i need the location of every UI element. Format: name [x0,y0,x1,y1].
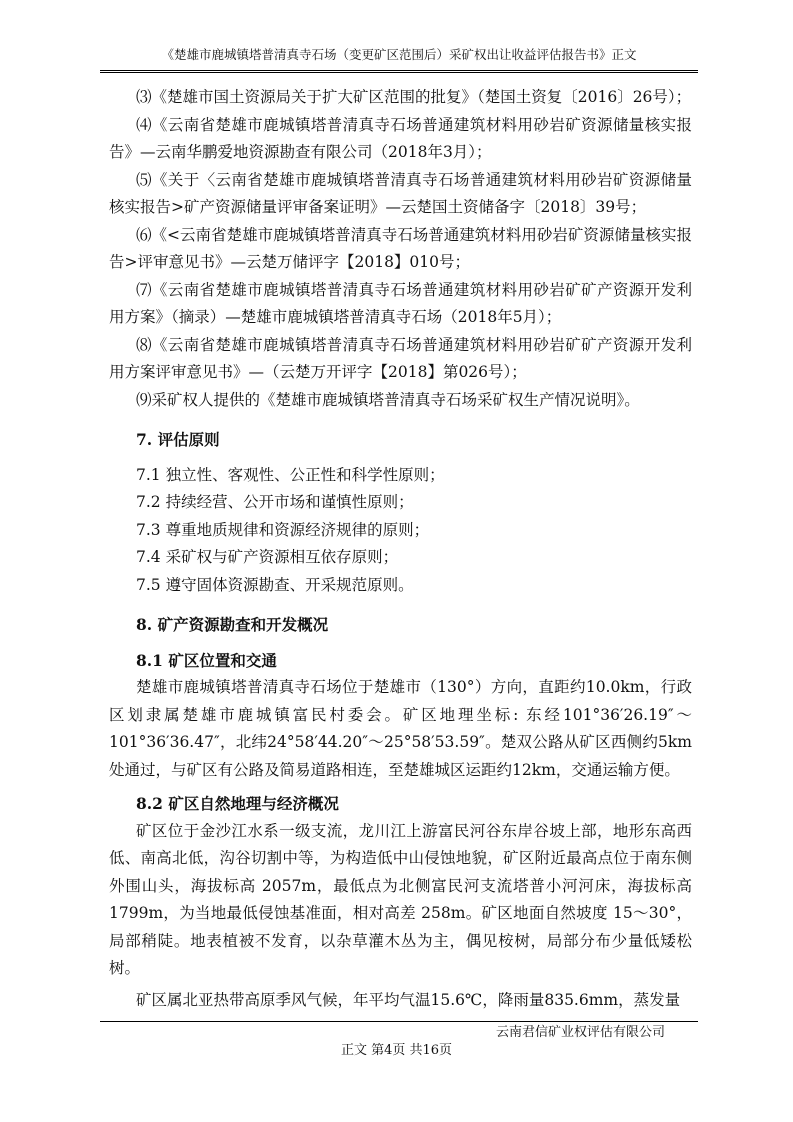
section-heading: 7. 评估原则 [136,430,220,449]
subsection-heading: 8.2 矿区自然地理与经济概况 [136,794,339,813]
page-number: 正文 第4页 共16页 [340,1043,453,1058]
reference-item: ⑺《云南省楚雄市鹿城镇塔普清真寺石场普通建筑材料用砂岩矿矿产资源开发利用方案》（摘录）—楚雄市鹿城镇塔普清真寺石场（2018年5月）； [109,280,692,326]
subsection-heading: 8.1 矿区位置和交通 [136,650,277,670]
reference-item: ⑸《关于〈云南省楚雄市鹿城镇塔普清真寺石场普通建筑材料用砂岩矿资源储量核实报告>矿产资源储量评审备案证明》—云楚国土资储备字〔2018〕39号； [109,170,692,216]
principle-item: 7.4 采矿权与矿产资源相互依存原则； [136,548,399,566]
reference-item: ⑼采矿权人提供的《楚雄市鹿城镇塔普清真寺石场采矿权生产情况说明》。 [136,390,640,409]
principle-item: 7.2 持续经营、公开市场和谨慎性原则； [136,493,414,511]
principle-item: 7.1 独立性、客观性、公正性和科学性原则； [136,465,445,484]
footer-company: 云南君信矿业权评估有限公司 [495,1025,665,1040]
footer-rule [100,1021,698,1022]
reference-item: ⑶《楚雄市国土资源局关于扩大矿区范围的批复》（楚国土资复〔2016〕26号）； [136,88,692,106]
reference-item: ⑹《<云南省楚雄市鹿城镇塔普清真寺石场普通建筑材料用砂岩矿资源储量核实报告>评审意见书》—云楚万储评字【2018】010号； [109,225,692,271]
reference-item: ⑷《云南省楚雄市鹿城镇塔普清真寺石场普通建筑材料用砂岩矿资源储量核实报告》—云南华鹏爱地资源勘查有限公司（2018年3月）； [109,115,692,161]
paragraph: 楚雄市鹿城镇塔普清真寺石场位于楚雄市（130°）方向，直距约10.0km，行政区划隶属楚雄市鹿城镇富民村委会。矿区地理坐标: 东经101°36′26.19″～101°36′36.47″，北纬24°58′44.20″～25°58′53.59″。楚双公路从矿区西侧约5km处通过，与矿区有公路及简易道路相连，至楚雄城区运距约12km，交通运输方便。 [109,678,692,779]
header-rule [100,70,698,73]
principle-item: 7.5 遵守固体资源勘查、开采规范原则。 [136,575,414,594]
paragraph: 矿区位于金沙江水系一级支流，龙川江上游富民河谷东岸谷坡上部，地形东高西低、南高北低，沟谷切割中等，为构造低中山侵蚀地貌，矿区附近最高点位于南东侧外围山头，海拔标高 2057m，最低点为北侧富民河支流塔普小河河床，海拔标高 1799m，为当地最低侵蚀基准面，相对高差 258m。矿区地面自然坡度 15～30°，局部稍陡。地表植被不发育，以杂草灌木丛为主，偶见桉树，局部分布少量低矮松树。 [109,821,692,977]
section-heading: 8. 矿产资源勘查和开发概况 [136,615,329,634]
reference-item: ⑻《云南省楚雄市鹿城镇塔普清真寺石场普通建筑材料用砂岩矿矿产资源开发利用方案评审意见书》—（云楚万开评字【2018】第026号）； [109,335,692,381]
document-body [109,84,692,1014]
page-header: 《楚雄市鹿城镇塔普清真寺石场（变更矿区范围后）采矿权出让收益评估报告书》正文 [161,47,637,62]
paragraph: 矿区属北亚热带高原季风气候，年平均气温15.6℃，降雨量835.6mm，蒸发量 [136,990,681,1009]
principle-item: 7.3 尊重地质规律和资源经济规律的原则； [136,520,430,539]
